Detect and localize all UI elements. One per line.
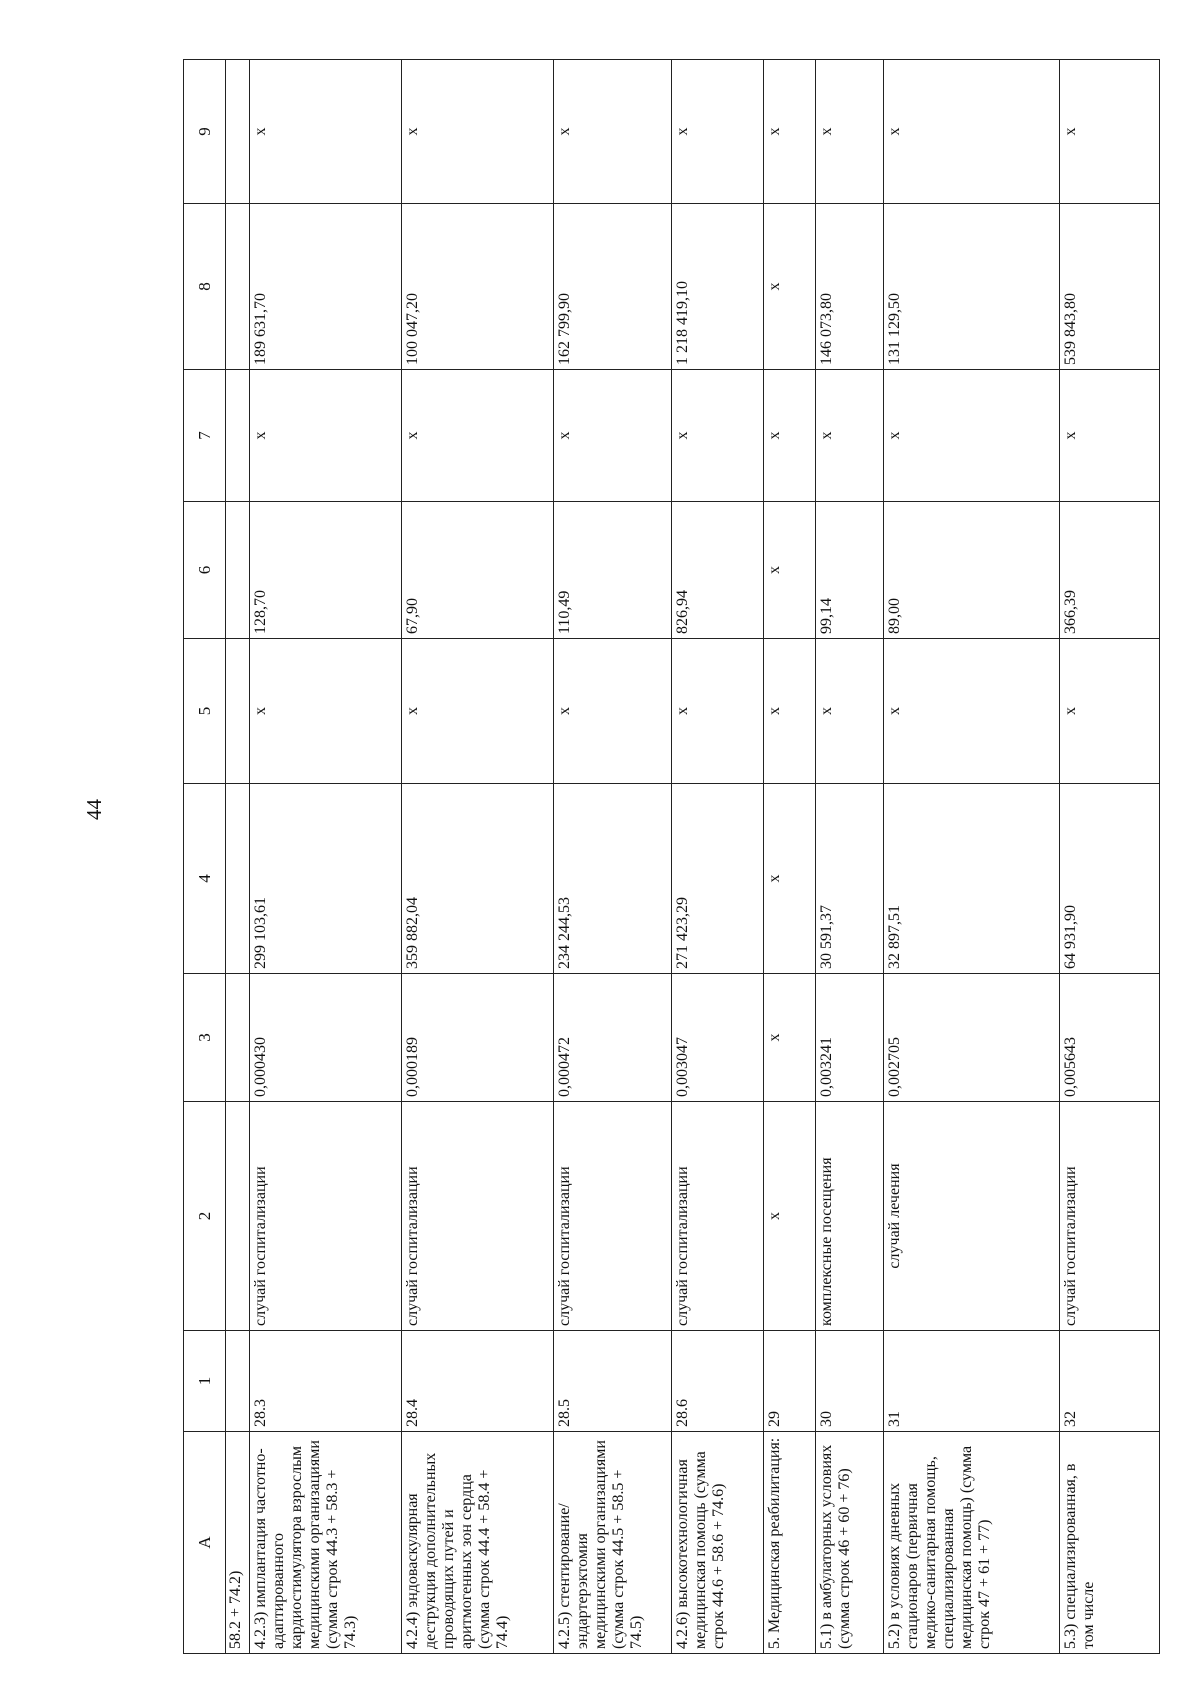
page-number: 44 [82,799,106,820]
row-code: 28.5 [554,1331,672,1432]
row-name: 4.2.6) высокотехнологичная медицинская помощь (сумма строк 44.6 + 58.6 + 74.6) [672,1432,764,1654]
row-value: 234 244,53 [554,784,672,974]
row-value: 128,70 [250,502,402,639]
header-row [184,60,226,1654]
table-row [402,60,554,1654]
row-value: х [816,60,884,204]
row-code: 29 [764,1331,816,1432]
row-value: 826,94 [672,502,764,639]
column-header: 1 [184,1331,226,1432]
row-value: х [764,370,816,502]
row-code: 32 [1060,1331,1160,1432]
row-value: х [402,639,554,784]
row-unit: х [764,1102,816,1331]
row-value: х [554,370,672,502]
row-value: х [764,502,816,639]
row-code: 28.4 [402,1331,554,1432]
continuation-row [226,60,250,1654]
row-value: х [816,639,884,784]
row-value: х [402,60,554,204]
row-value: х [672,60,764,204]
row-value: 32 897,51 [884,784,1060,974]
tariff-table-container [183,60,1157,1654]
row-value: х [764,204,816,370]
column-header: 6 [184,502,226,639]
row-name: 5.1) в амбулаторных условиях (сумма строк 46 + 60 + 76) [816,1432,884,1654]
row-value: х [250,639,402,784]
row-value: х [884,60,1060,204]
column-header: 9 [184,60,226,204]
row-value: х [250,60,402,204]
row-value: 0,005643 [1060,974,1160,1102]
row-value: х [250,370,402,502]
row-value: х [672,370,764,502]
row-unit: случай госпитализации [672,1102,764,1331]
row-value: 0,002705 [884,974,1060,1102]
column-header: 2 [184,1102,226,1331]
row-name: 4.2.3) имплантация частотно-адаптированного кардиостимулятора взрослым медицинскими организациями (сумма строк 44.3 + 58.3 + 74.3) [250,1432,402,1654]
row-value: х [764,639,816,784]
table-row [816,60,884,1654]
tariff-table [183,59,1160,1654]
table-row [884,60,1060,1654]
row-value: 1 218 419,10 [672,204,764,370]
row-value: х [764,974,816,1102]
row-unit: случай лечения [884,1102,1060,1331]
row-name: 4.2.5) стентирование/эндартерэктомия медицинскими организациями (сумма строк 44.5 + 58.5 + 74.5) [554,1432,672,1654]
table-row [764,60,816,1654]
column-header: A [184,1432,226,1654]
column-header: 5 [184,639,226,784]
column-header: 4 [184,784,226,974]
row-value: х [764,784,816,974]
continuation-text: 58.2 + 74.2) [226,1432,250,1654]
row-value: х [1060,639,1160,784]
row-name: 4.2.4) эндоваскулярная деструкция дополнительных проводящих путей и аритмогенных зон сердца (сумма строк 44.4 + 58.4 + 74.4) [402,1432,554,1654]
row-value: 67,90 [402,502,554,639]
row-value: 539 843,80 [1060,204,1160,370]
column-header: 8 [184,204,226,370]
row-value: 189 631,70 [250,204,402,370]
row-code: 28.6 [672,1331,764,1432]
row-value: х [672,639,764,784]
row-value: 89,00 [884,502,1060,639]
table-row [250,60,402,1654]
row-value: х [554,60,672,204]
column-header: 7 [184,370,226,502]
row-name: 5.3) специализированная, в том числе [1060,1432,1160,1654]
row-value: 146 073,80 [816,204,884,370]
table-row [672,60,764,1654]
row-value: 131 129,50 [884,204,1060,370]
row-unit: случай госпитализации [250,1102,402,1331]
row-name: 5. Медицинская реабилитация: [764,1432,816,1654]
row-value: 0,000189 [402,974,554,1102]
row-value: 30 591,37 [816,784,884,974]
table-row [554,60,672,1654]
row-name: 5.2) в условиях дневных стационаров (первичная медико-санитарная помощь, специализированная медицинская помощь) (сумма строк 47 + 61 + 77) [884,1432,1060,1654]
row-value: х [816,370,884,502]
row-unit: случай госпитализации [402,1102,554,1331]
row-value: х [554,639,672,784]
row-value: 0,000472 [554,974,672,1102]
row-value: х [1060,60,1160,204]
row-value: 0,000430 [250,974,402,1102]
row-code: 28.3 [250,1331,402,1432]
row-value: 299 103,61 [250,784,402,974]
row-value: 64 931,90 [1060,784,1160,974]
row-value: 110,49 [554,502,672,639]
row-value: х [884,370,1060,502]
row-unit: случай госпитализации [1060,1102,1160,1331]
row-code: 30 [816,1331,884,1432]
column-header: 3 [184,974,226,1102]
row-value: 366,39 [1060,502,1160,639]
row-value: 99,14 [816,502,884,639]
row-value: 0,003241 [816,974,884,1102]
row-value: х [402,370,554,502]
row-unit: комплексные посещения [816,1102,884,1331]
row-value: х [764,60,816,204]
row-value: х [1060,370,1160,502]
row-code: 31 [884,1331,1060,1432]
row-value: х [884,639,1060,784]
row-value: 271 423,29 [672,784,764,974]
row-value: 359 882,04 [402,784,554,974]
row-unit: случай госпитализации [554,1102,672,1331]
row-value: 0,003047 [672,974,764,1102]
row-value: 162 799,90 [554,204,672,370]
table-row [1060,60,1160,1654]
row-value: 100 047,20 [402,204,554,370]
